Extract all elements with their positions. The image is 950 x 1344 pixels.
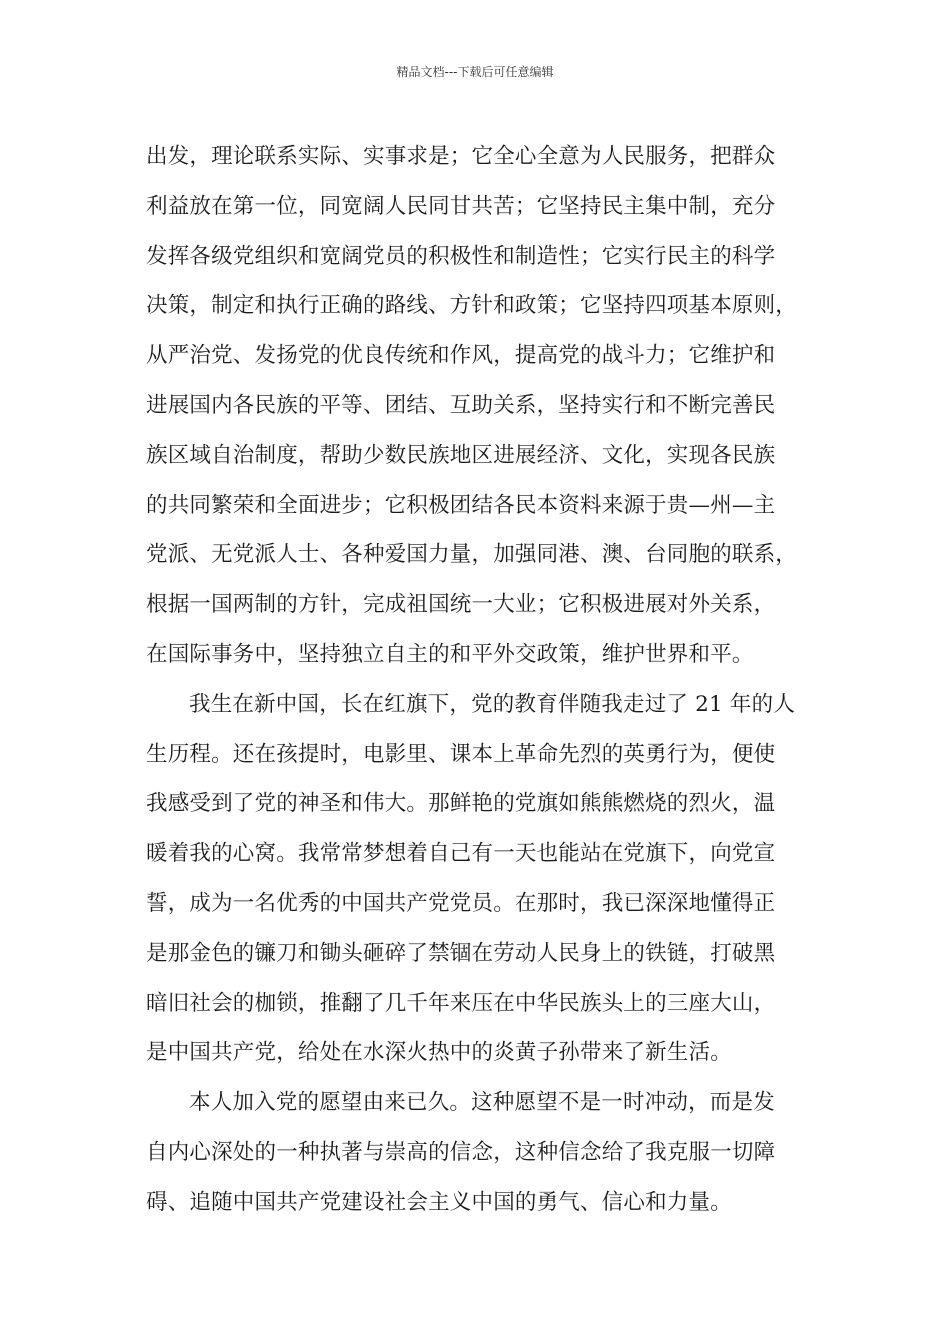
- text-line: 党派、无党派人士、各种爱国力量，加强同港、澳、台同胞的联系，: [146, 542, 798, 568]
- text-line: 在国际事务中，坚持独立自主的和平外交政策，维护世界和平。: [146, 641, 754, 667]
- text-line-first: 我生在新中国，长在红旗下，党的教育伴随我走过了 21 年的人: [189, 691, 796, 717]
- text-line: 暗旧社会的枷锁，推翻了几千年来压在中华民族头上的三座大山，: [146, 990, 776, 1016]
- text-line: 发挥各级党组织和宽阔党员的积极性和制造性；它实行民主的科学: [146, 243, 776, 269]
- text-line: 自内心深处的一种执著与崇高的信念，这种信念给了我克服一切障: [146, 1139, 776, 1165]
- paragraph: [146, 132, 818, 680]
- text-line: 根据一国两制的方针，完成祖国统一大业；它积极进展对外关系，: [146, 592, 776, 618]
- text-line: 碍、追随中国共产党建设社会主义中国的勇气、信心和力量。: [146, 1189, 732, 1215]
- text-line: 的共同繁荣和全面进步；它积极团结各民本资料来源于贵—州—主: [146, 492, 776, 518]
- paragraph: [146, 1078, 818, 1227]
- text-line: 进展国内各民族的平等、团结、互助关系，坚持实行和不断完善民: [146, 392, 776, 418]
- text-line: 是那金色的镰刀和锄头砸碎了禁锢在劳动人民身上的铁链，打破黑: [146, 940, 776, 966]
- text-line: 暖着我的心窝。我常常梦想着自己有一天也能站在党旗下，向党宣: [146, 841, 776, 867]
- text-line-first: 本人加入党的愿望由来已久。这种愿望不是一时冲动，而是发: [189, 1090, 775, 1116]
- page-header: 精品文档---下载后可任意编辑: [396, 65, 554, 79]
- text-line: 利益放在第一位，同宽阔人民同甘共苦；它坚持民主集中制，充分: [146, 193, 776, 219]
- text-line: 从严治党、发扬党的优良传统和作风，提高党的战斗力；它维护和: [146, 343, 776, 369]
- text-line: 誓，成为一名优秀的中国共产党党员。在那时，我已深深地懂得正: [146, 890, 776, 916]
- paragraph: [146, 680, 818, 1078]
- text-line: 我感受到了党的神圣和伟大。那鲜艳的党旗如熊熊燃烧的烈火，温: [146, 791, 776, 817]
- text-line: 生历程。还在孩提时，电影里、课本上革命先烈的英勇行为，便使: [146, 741, 776, 767]
- text-line: 是中国共产党，给处在水深火热中的炎黄子孙带来了新生活。: [146, 1040, 732, 1066]
- text-line: 出发，理论联系实际、实事求是；它全心全意为人民服务，把群众: [146, 144, 776, 169]
- body-text: [146, 132, 818, 1228]
- text-line: 决策，制定和执行正确的路线、方针和政策；它坚持四项基本原则，: [146, 293, 798, 319]
- text-line: 族区域自治制度，帮助少数民族地区进展经济、文化，实现各民族: [146, 442, 776, 468]
